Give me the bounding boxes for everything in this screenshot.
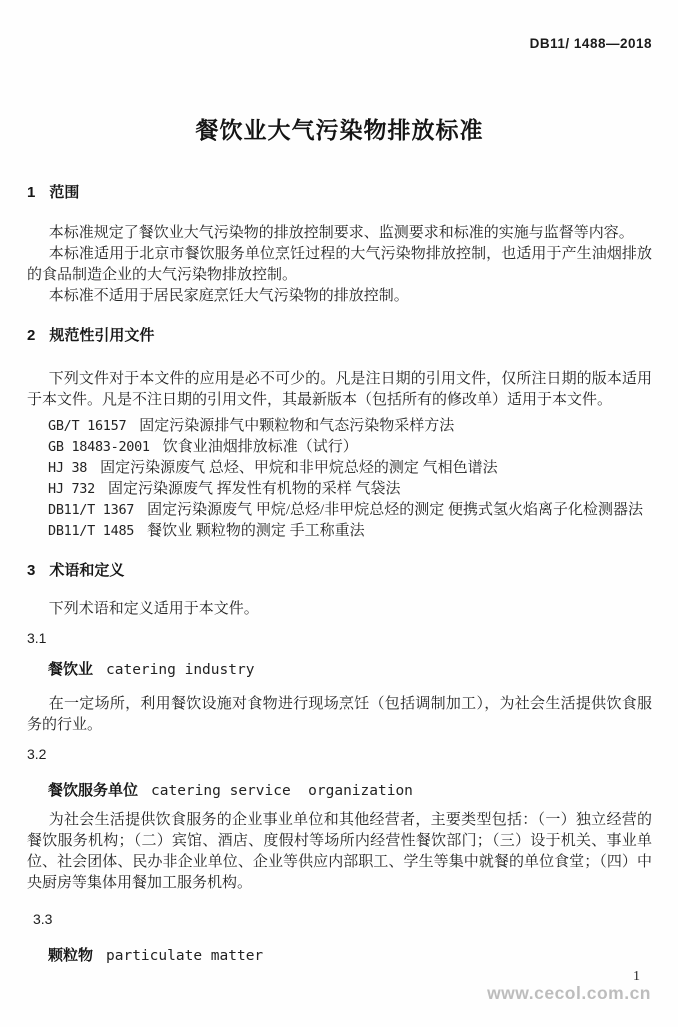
section-2-number: 2 [27,327,36,344]
reference-code: GB/T 16157 [48,418,127,434]
watermark: www.cecol.com.cn [487,983,651,1003]
section-2-heading [27,326,652,346]
reference-code: HJ 732 [48,481,95,497]
reference-code: GB 18483-2001 [48,439,150,455]
term-3-3-number: 3.3 [33,911,53,927]
section-1-heading [27,183,652,203]
reference-list [27,416,652,542]
doc-number: DB11/ 1488—2018 [529,36,652,51]
term-3-1-definition: 在一定场所，利用餐饮设施对食物进行现场烹饪（包括调制加工），为社会生活提供饮食服务的行业。 [27,696,652,733]
reference-title: 餐饮业 颗粒物的测定 手工称重法 [147,523,365,539]
reference-title: 固定污染源废气 甲烷/总烃/非甲烷总烃的测定 便携式氢火焰离子化检测器法 [147,502,643,518]
reference-code: DB11/T 1485 [48,523,135,539]
section-2-intro: 下列文件对于本文件的应用是必不可少的。凡是注日期的引用文件，仅所注日期的版本适用于本文件。凡是不注日期的引用文件，其最新版本（包括所有的修改单）适用于本文件。 [27,371,652,408]
term-3-1 [27,659,652,681]
section-2-title: 规范性引用文件 [49,327,155,344]
page-number: 1 [633,969,640,984]
reference-item [48,458,652,479]
reference-code: HJ 38 [48,460,88,476]
reference-code: DB11/T 1367 [48,502,135,518]
section-3-intro: 下列术语和定义适用于本文件。 [48,601,259,617]
term-3-2-zh: 餐饮服务单位 [48,782,139,799]
section-1-number: 1 [27,184,36,201]
reference-item [48,521,652,542]
term-3-2-definition: 为社会生活提供饮食服务的企业事业单位和其他经营者，主要类型包括：（一）独立经营的餐饮服务机构；（二）宾馆、酒店、度假村等场所内经营性餐饮部门；（三）设于机关、事业单位、社会团体、民办非企业单位、企业等供应内部职工、学生等集中就餐的单位食堂；（四）中央厨房等集体用餐加工服务机构。 [27,812,652,891]
reference-item [48,500,652,521]
term-3-3-zh: 颗粒物 [48,947,94,964]
reference-item [48,416,652,437]
reference-title: 固定污染源废气 总烃、甲烷和非甲烷总烃的测定 气相色谱法 [100,460,498,476]
section-3-heading [27,561,652,581]
term-3-1-zh: 餐饮业 [48,661,94,678]
term-3-1-number: 3.1 [27,630,47,646]
term-3-3 [27,945,652,967]
term-3-2-number: 3.2 [27,746,47,762]
reference-item [48,437,652,458]
section-3-title: 术语和定义 [49,562,125,579]
term-3-2 [27,780,652,802]
section-3-number: 3 [27,562,36,579]
term-3-3-en: particulate matter [106,948,264,964]
section-1-paragraph-2: 本标准适用于北京市餐饮服务单位烹饪过程的大气污染物排放控制，也适用于产生油烟排放的食品制造企业的大气污染物排放控制。 [27,246,652,283]
document-title: 餐饮业大气污染物排放标准 [195,117,484,143]
reference-title: 固定污染源排气中颗粒物和气态污染物采样方法 [139,418,455,434]
section-1-paragraph-3: 本标准不适用于居民家庭烹饪大气污染物的排放控制。 [48,288,409,304]
section-1-paragraph-1: 本标准规定了餐饮业大气污染物的排放控制要求、监测要求和标准的实施与监督等内容。 [48,225,634,241]
term-3-1-en: catering industry [106,662,255,678]
section-1-title: 范围 [49,184,80,201]
reference-title: 固定污染源废气 挥发性有机物的采样 气袋法 [107,481,401,497]
reference-title: 饮食业油烟排放标准（试行） [162,439,358,455]
reference-item [48,479,652,500]
term-3-2-en: catering service organization [151,783,413,799]
